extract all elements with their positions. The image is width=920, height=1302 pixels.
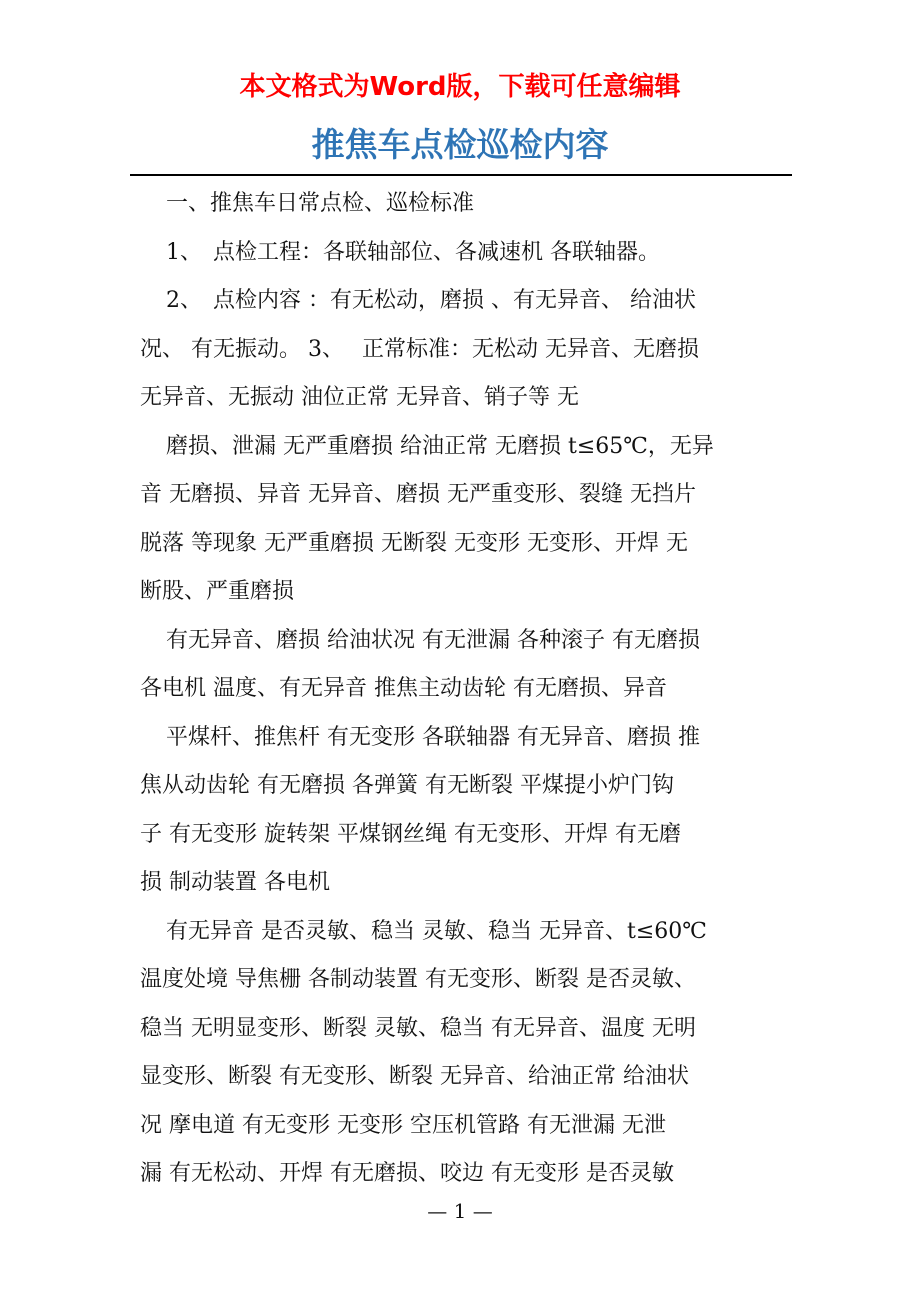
paragraph-line: 显变形、断裂 有无变形、断裂 无异音、给油正常 给油状: [140, 1064, 689, 1089]
paragraph-line: 无异音、无振动 油位正常 无异音、销子等 无: [140, 385, 579, 410]
paragraph-line: 平煤杆、推焦杆 有无变形 各联轴器 有无异音、磨损 推: [166, 724, 700, 750]
paragraph-line: 焦从动齿轮 有无磨损 各弹簧 有无断裂 平煤提小炉门钩: [140, 773, 674, 798]
paragraph-line: 子 有无变形 旋转架 平煤钢丝绳 有无变形、开焊 有无磨: [140, 821, 681, 847]
paragraph-line: 脱落 等现象 无严重磨损 无断裂 无变形 无变形、开焊 无: [140, 530, 688, 556]
paragraph-line: 损 制动装置 各电机: [140, 870, 330, 895]
paragraph-line: 断股、严重磨损: [140, 579, 295, 604]
paragraph-line: 1、 点检工程：各联轴部位、各减速机 各联轴器。: [166, 239, 660, 265]
paragraph-line: 磨损、泄漏 无严重磨损 给油正常 无磨损 t≤65℃，无异: [166, 433, 714, 459]
paragraph-line: 2、 点检内容 ：有无松动，磨损 、有无异音、 给油状: [166, 288, 696, 313]
paragraph-line: 况、 有无振动。 3、 正常标准：无松动 无异音、无磨损: [140, 336, 699, 362]
section-heading: 一、推焦车日常点检、巡检标准: [166, 191, 475, 216]
paragraph-line: 有无异音、磨损 给油状况 有无泄漏 各种滚子 有无磨损: [166, 627, 700, 653]
format-notice-banner: 本文格式为Word版，下载可任意编辑: [239, 72, 681, 102]
paragraph-line: 有无异音 是否灵敏、稳当 灵敏、稳当 无异音、t≤60℃: [166, 918, 707, 944]
title-divider: [130, 174, 792, 176]
page-number: — 1 —: [427, 1199, 493, 1223]
document-title: 推焦车点检巡检内容: [311, 125, 609, 164]
paragraph-line: 况 摩电道 有无变形 无变形 空压机管路 有无泄漏 无泄: [140, 1112, 666, 1138]
paragraph-line: 漏 有无松动、开焊 有无磨损、咬边 有无变形 是否灵敏: [140, 1161, 674, 1186]
paragraph-line: 温度处境 导焦栅 各制动装置 有无变形、断裂 是否灵敏、: [140, 967, 696, 992]
document-body: [140, 180, 795, 1199]
paragraph-line: 音 无磨损、异音 无异音、磨损 无严重变形、裂缝 无挡片: [140, 482, 696, 507]
paragraph-line: 稳当 无明显变形、断裂 灵敏、稳当 有无异音、温度 无明: [140, 1015, 696, 1041]
paragraph-line: 各电机 温度、有无异音 推焦主动齿轮 有无磨损、异音: [140, 676, 667, 701]
